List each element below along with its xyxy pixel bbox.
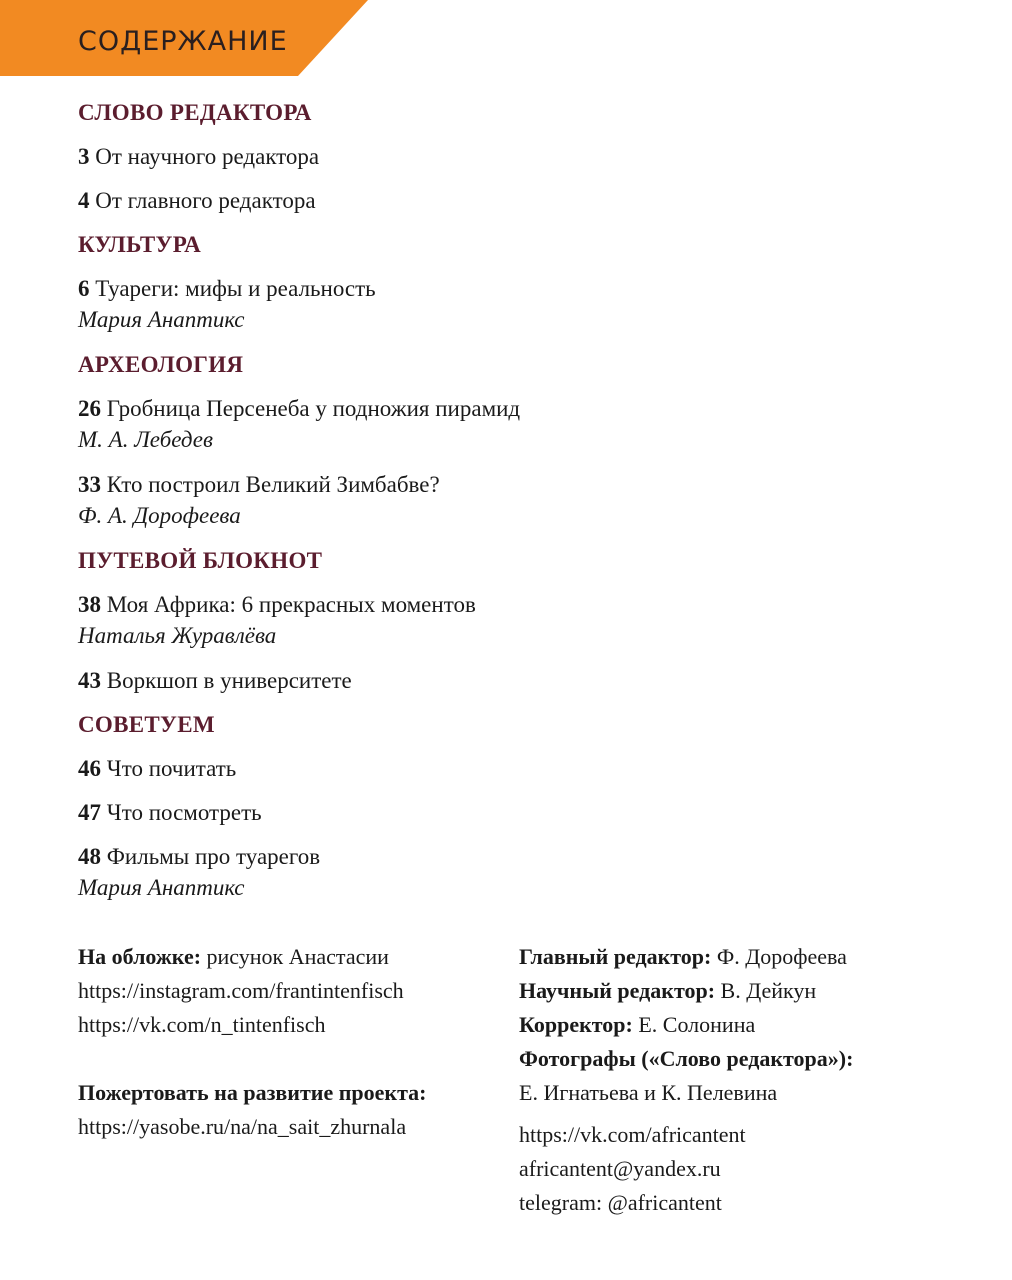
footer-left [78,940,498,1144]
cover-link[interactable]: https://vk.com/n_tintenfisch [78,1012,326,1037]
page-number: 43 [78,668,101,693]
header-banner [0,0,370,76]
toc-entry[interactable] [78,842,938,904]
page-number: 47 [78,800,101,825]
contact-telegram[interactable]: telegram: @africantent [519,1190,722,1215]
proofreader [519,1008,989,1042]
entry-title: Что почитать [106,756,237,781]
entry-title: Гробница Персенеба у подножия пирамид [106,396,521,421]
cover-text: рисунок Анастасии [206,944,389,969]
page-number: 26 [78,396,101,421]
entry-title: Туареги: мифы и реальность [95,276,376,301]
entry-title: Что посмотреть [106,800,262,825]
section-recommend [78,710,938,904]
entry-title: Фильмы про туарегов [106,844,321,869]
photo-names: Е. Игнатьева и К. Пелевина [519,1080,778,1105]
toc-entry[interactable] [78,274,938,336]
entry-title: Моя Африка: 6 прекрасных моментов [106,592,476,617]
entry-author: Мария Анаптикс [78,875,245,900]
science-name: В. Дейкун [720,978,817,1003]
entry-author: М. А. Лебедев [78,427,214,452]
section-title: СЛОВО РЕДАКТОРА [78,100,312,125]
page-title: СОДЕРЖАНИЕ [78,26,288,57]
donate-label: Пожертовать на развитие проекта: [78,1080,427,1105]
page-number: 4 [78,188,90,213]
entry-title: Кто построил Великий Зимбабве? [106,472,440,497]
toc-entry[interactable] [78,666,938,696]
entry-title: От научного редактора [95,144,320,169]
section-title: СОВЕТУЕМ [78,712,215,737]
proof-name: Е. Солонина [638,1012,756,1037]
chief-label: Главный редактор: [519,944,712,969]
science-editor [519,974,989,1008]
page-number: 48 [78,844,101,869]
entry-author: Наталья Журавлёва [78,623,277,648]
page-number: 3 [78,144,90,169]
science-label: Научный редактор: [519,978,716,1003]
table-of-contents [78,96,938,918]
section-title: КУЛЬТУРА [78,232,202,257]
entry-author: Ф. А. Дорофеева [78,503,241,528]
toc-entry[interactable] [78,590,938,652]
toc-entry[interactable] [78,142,938,172]
entry-author: Мария Анаптикс [78,307,245,332]
footer-right [519,940,989,1220]
toc-entry[interactable] [78,754,938,784]
entry-title: Воркшоп в университете [106,668,352,693]
toc-entry[interactable] [78,394,938,456]
section-culture [78,230,938,336]
section-archaeology [78,350,938,532]
section-title: ПУТЕВОЙ БЛОКНОТ [78,548,323,573]
proof-label: Корректор: [519,1012,633,1037]
photo-label: Фотографы («Слово редактора»): [519,1046,854,1071]
cover-label: На обложке: [78,944,202,969]
donate-link[interactable]: https://yasobe.ru/na/na_sait_zhurnala [78,1114,407,1139]
section-travel-notebook [78,546,938,696]
toc-entry[interactable] [78,186,938,216]
page-number: 46 [78,756,101,781]
section-title: АРХЕОЛОГИЯ [78,352,244,377]
section-editor-word [78,98,938,216]
toc-entry[interactable] [78,470,938,532]
cover-credit [78,940,498,974]
chief-editor [519,940,989,974]
page-number: 33 [78,472,101,497]
page-number: 38 [78,592,101,617]
contact-link[interactable]: https://vk.com/africantent [519,1122,746,1147]
entry-title: От главного редактора [95,188,316,213]
cover-link[interactable]: https://instagram.com/frantintenfisch [78,978,404,1003]
contact-email[interactable]: africantent@yandex.ru [519,1156,721,1181]
page-number: 6 [78,276,90,301]
toc-entry[interactable] [78,798,938,828]
chief-name: Ф. Дорофеева [716,944,847,969]
